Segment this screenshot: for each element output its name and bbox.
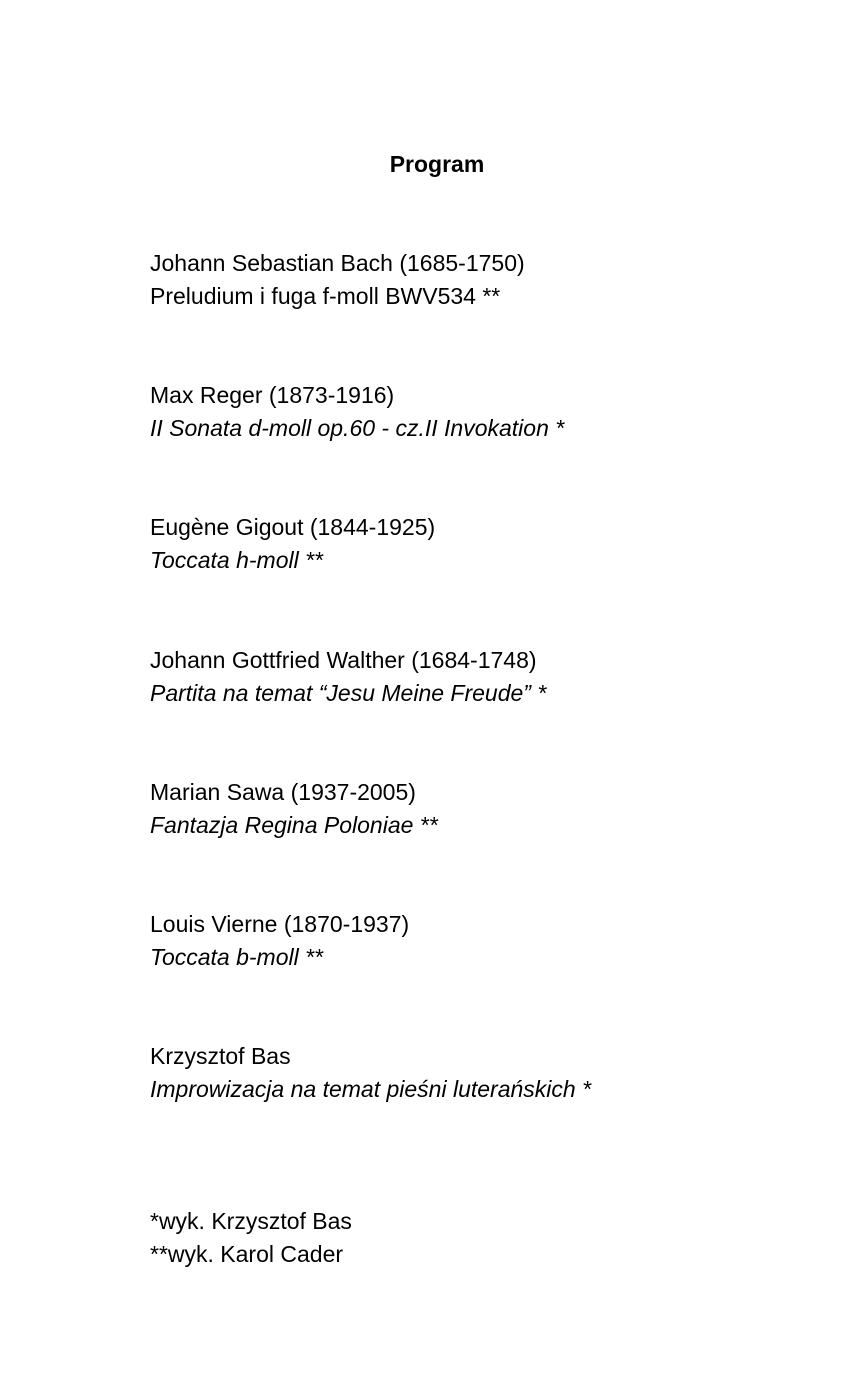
work-title: Toccata h-moll ** — [150, 547, 324, 573]
composer-name: Marian Sawa (1937-2005) — [150, 779, 416, 805]
work-title: II Sonata d-moll op.60 - cz.II Invokation * — [150, 415, 565, 441]
program-entry — [150, 511, 435, 577]
work-title: Toccata b-moll ** — [150, 944, 324, 970]
program-entry — [150, 379, 564, 445]
composer-name: Johann Gottfried Walther (1684-1748) — [150, 647, 537, 673]
composer-name: Johann Sebastian Bach (1685-1750) — [150, 250, 525, 276]
work-title: Preludium i fuga f-moll BWV534 ** — [150, 283, 501, 309]
program-entry — [150, 1040, 591, 1106]
composer-name: Eugène Gigout (1844-1925) — [150, 514, 436, 540]
page-title: Program — [389, 151, 485, 177]
program-entry — [150, 247, 525, 313]
footnote: **wyk. Karol Cader — [150, 1241, 344, 1267]
work-title: Fantazja Regina Poloniae ** — [150, 812, 438, 838]
composer-name: Max Reger (1873-1916) — [150, 382, 395, 408]
performer-footnotes — [150, 1205, 352, 1271]
composer-name: Louis Vierne (1870-1937) — [150, 911, 410, 937]
program-entry — [150, 908, 409, 974]
program-entry — [150, 644, 546, 710]
work-title: Partita na temat “Jesu Meine Freude” * — [150, 680, 547, 706]
composer-name: Krzysztof Bas — [150, 1043, 291, 1069]
program-entry — [150, 776, 438, 842]
work-title: Improwizacja na temat pieśni luterańskich * — [150, 1076, 592, 1102]
footnote: *wyk. Krzysztof Bas — [150, 1208, 352, 1234]
